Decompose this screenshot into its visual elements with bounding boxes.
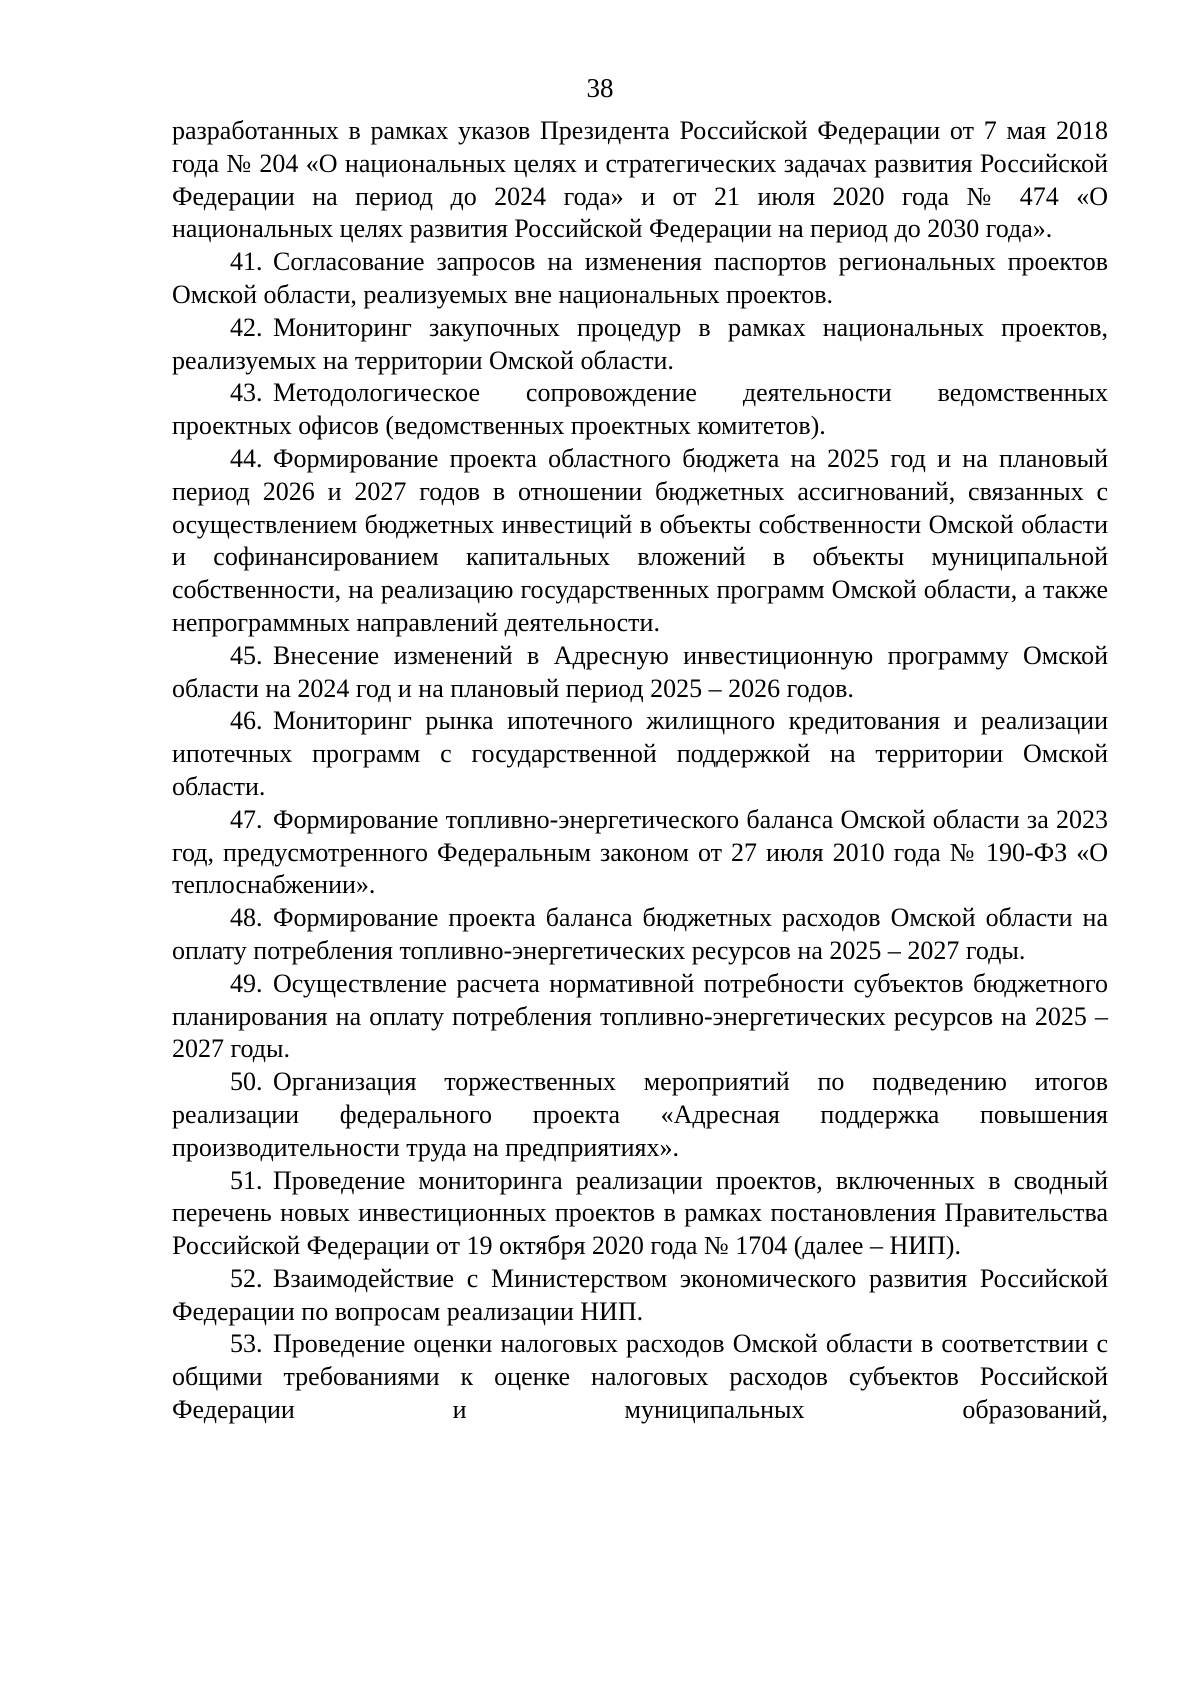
list-item-43 bbox=[172, 377, 1108, 443]
list-item-52 bbox=[172, 1263, 1108, 1329]
item-text: Формирование проекта областного бюджета на 2025 год и на плановый период 2026 и 2027 годов в отношении бюджетных ассигнований, связанных с осуществлением бюджетных инвестиций в объекты собственности Омской области и софинансированием капитальных вложений в объекты муниципальной собственности, на реализацию государственных программ Омской области, а также непрограммных направлений деятельности. bbox=[172, 443, 1108, 637]
list-item-42 bbox=[172, 312, 1108, 378]
item-text: Мониторинг рынка ипотечного жилищного кредитования и реализации ипотечных программ с государственной поддержкой на территории Омской области. bbox=[172, 706, 1108, 801]
item-text: Проведение мониторинга реализации проектов, включенных в сводный перечень новых инвестиционных проектов в рамках постановления Правительства Российской Федерации от 19 октября 2020 года № 1704 (далее – НИП). bbox=[172, 1165, 1108, 1261]
list-item-53 bbox=[172, 1328, 1108, 1426]
item-text: Взаимодействие с Министерством экономического развития Российской Федерации по вопросам реализации НИП. bbox=[172, 1263, 1108, 1326]
item-number: 51. bbox=[230, 1165, 263, 1195]
item-number: 47. bbox=[230, 804, 263, 834]
list-item-49 bbox=[172, 968, 1108, 1066]
item-number: 41. bbox=[230, 247, 263, 277]
list-item-51 bbox=[172, 1165, 1108, 1263]
item-number: 53. bbox=[230, 1329, 263, 1359]
item-text: Организация торжественных мероприятий по подведению итогов реализации федерального проекта «Адресная поддержка повышения производительности труда на предприятиях». bbox=[172, 1067, 1108, 1162]
list-item-48 bbox=[172, 902, 1108, 968]
item-text: Мониторинг закупочных процедур в рамках национальных проектов, реализуемых на территории Омской области. bbox=[172, 312, 1108, 375]
item-number: 42. bbox=[230, 312, 263, 342]
item-number: 43. bbox=[230, 378, 263, 408]
list-item-44 bbox=[172, 443, 1108, 640]
list-item-46 bbox=[172, 705, 1108, 803]
item-number: 50. bbox=[230, 1067, 263, 1097]
item-number: 45. bbox=[230, 640, 263, 670]
item-text: Согласование запросов на изменения паспортов региональных проектов Омской области, реализуемых вне национальных проектов. bbox=[172, 247, 1108, 309]
item-text: Внесение изменений в Адресную инвестиционную программу Омской области на 2024 год и на плановый период 2025 – 2026 годов. bbox=[172, 640, 1108, 703]
list-item-47 bbox=[172, 804, 1108, 902]
paragraph-continuation bbox=[172, 115, 1108, 246]
item-number: 44. bbox=[230, 443, 263, 473]
page-number: 38 bbox=[586, 73, 614, 103]
list-item-45 bbox=[172, 640, 1108, 706]
item-number: 48. bbox=[230, 903, 263, 933]
list-item-41 bbox=[172, 246, 1108, 312]
item-text: Формирование топливно-энергетического баланса Омской области за 2023 год, предусмотренного Федеральным законом от 27 июля 2010 года № 190-ФЗ «О теплоснабжении». bbox=[172, 804, 1108, 900]
item-number: 46. bbox=[230, 706, 263, 736]
item-number: 49. bbox=[230, 968, 263, 998]
item-text: Проведение оценки налоговых расходов Омской области в соответствии с общими требованиями к оценке налоговых расходов субъектов Российской Федерации и муниципальных образований, bbox=[172, 1329, 1108, 1425]
item-text: Осуществление расчета нормативной потребности субъектов бюджетного планирования на оплату потребления топливно-энергетических ресурсов на 2025 – 2027 годы. bbox=[172, 968, 1108, 1064]
list-item-50 bbox=[172, 1066, 1108, 1164]
document-body bbox=[172, 115, 1108, 1427]
item-number: 52. bbox=[230, 1263, 263, 1293]
item-text: Формирование проекта баланса бюджетных расходов Омской области на оплату потребления топливно-энергетических ресурсов на 2025 – 2027 годы. bbox=[172, 903, 1108, 965]
paragraph-text: разработанных в рамках указов Президента Российской Федерации от 7 мая 2018 года № 204 «О национальных целях и стратегических задачах развития Российской Федерации на период до 2024 года» и от 21 июля 2020 года № 474 «О национальных целях развития Российской Федерации на период до 2030 года». bbox=[172, 116, 1108, 244]
item-text: Методологическое сопровождение деятельности ведомственных проектных офисов (ведомственных проектных комитетов). bbox=[172, 378, 1108, 441]
